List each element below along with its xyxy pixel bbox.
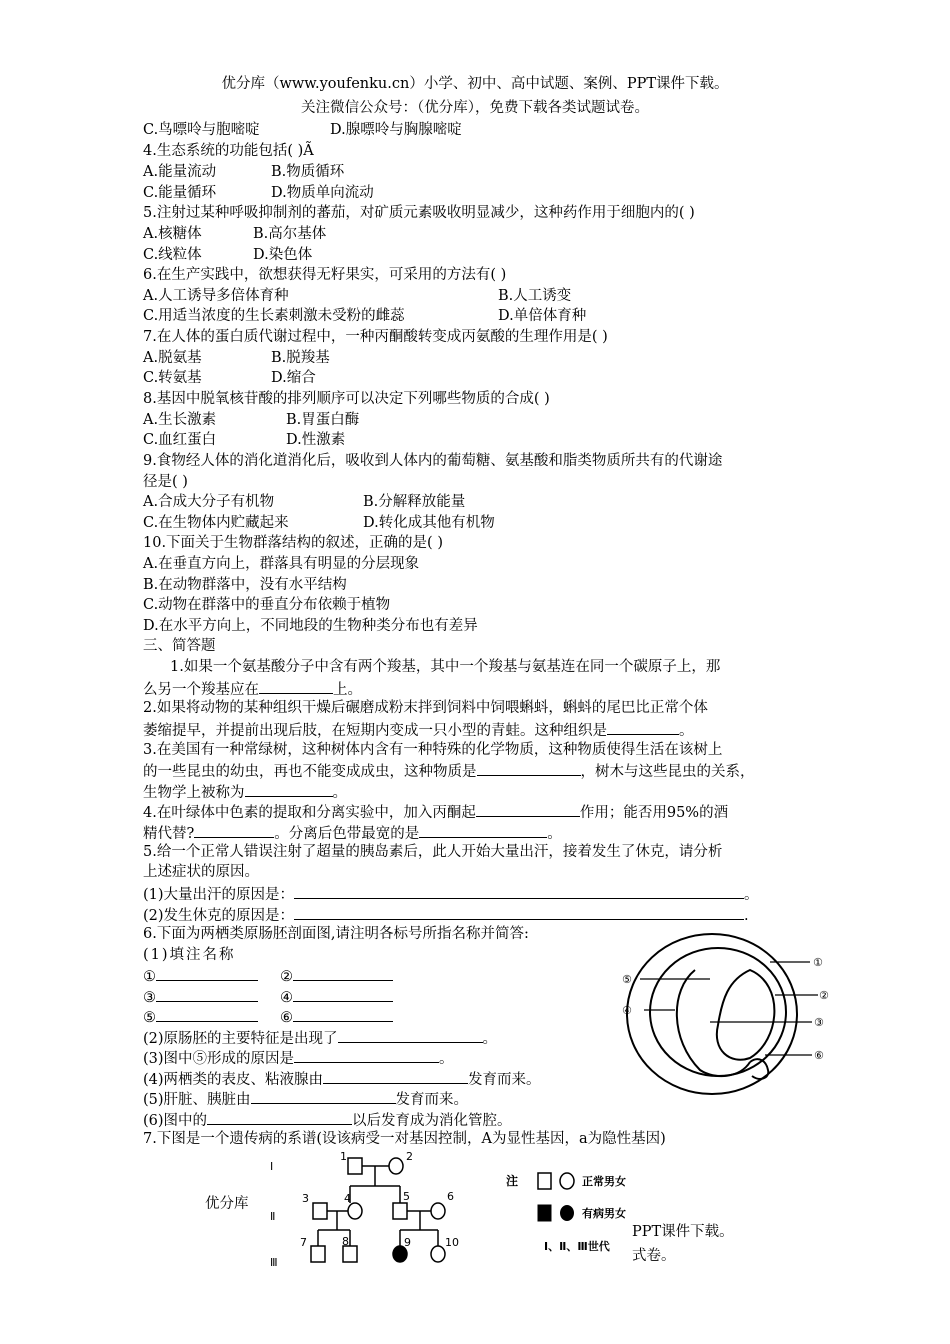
gastrula-diagram [600,930,840,1100]
inner-layer [650,948,786,1076]
answer-blank[interactable] [251,1088,396,1104]
q4-option-d: D.物质单向流动 [271,185,374,201]
answer-blank[interactable] [338,1027,483,1043]
answer-blank[interactable] [476,801,580,817]
footer-left: 优分库 [205,1196,249,1212]
sa-q3-line-1: 3.在美国有一种常绿树，这种树体内含有一种特殊的化学物质，这种物质使得生活在该树上 [143,742,723,758]
individual-6-female [431,1203,445,1219]
q7-option-b: B.脱羧基 [271,350,330,366]
answer-blank[interactable] [294,883,744,899]
fill-item-6 [280,1006,393,1028]
sa-q2-line-2 [143,719,694,741]
q6-stem: 6.在生产实践中，欲想获得无籽果实，可采用的方法有( ) [143,267,507,283]
answer-blank[interactable] [245,781,333,797]
sa-q3-line-2 [143,760,755,782]
footer-right-2: 式卷。 [632,1248,676,1264]
sa-q1-pre: 么另一个羧基应在 [143,682,259,698]
sa-q7-line-1: 7.下图是一个遗传病的系谱(设该病受一对基因控制，A为显性基因，a为隐性基因) [143,1131,666,1147]
answer-blank[interactable] [194,822,274,838]
sa-q6-part-2 [143,1027,497,1049]
q8-option-a: A.生长激素 [143,412,217,428]
individual-number-4: 4 [344,1192,351,1205]
q4-option-b: B.物质循环 [271,164,345,180]
q7-option-c: C.转氨基 [143,370,202,386]
answer-blank[interactable] [294,1047,439,1063]
answer-blank[interactable] [156,965,258,981]
sa-q6e-post: 发育而来。 [468,1072,541,1088]
sa-q5-part-1 [143,883,759,905]
individual-10-female [431,1246,445,1262]
sa-q6d-post: 。 [439,1051,454,1067]
q6-option-c: C.用适当浓度的生长素刺激未受粉的雌蕊 [143,308,405,324]
sa-q4-line-1 [143,801,728,823]
answer-blank[interactable] [419,822,547,838]
fill-item-4 [280,986,393,1008]
individual-number-7: 7 [300,1236,307,1249]
q8-option-d: D.性激素 [286,432,346,448]
individual-8-male [343,1246,357,1262]
sa-q6c-post: 。 [482,1031,498,1047]
legend-normal-label: 正常男女 [582,1175,626,1188]
q5-option-d: D.染色体 [253,247,313,263]
q8-option-b: B.胃蛋白酶 [286,412,360,428]
q5-option-a: A.核糖体 [143,226,202,242]
q4-option-c: C.能量循环 [143,185,217,201]
outer-ectoderm [627,934,797,1094]
generation-label-2: Ⅱ [270,1210,276,1223]
individual-number-3: 3 [302,1192,309,1205]
fill-number: ① [143,969,156,985]
sa-q6-part-4 [143,1068,541,1090]
legend-affected-female [560,1205,574,1221]
sa-q5-part-2 [143,904,749,926]
embryo-label-1: ① [813,956,823,969]
sa-q3-pre: 的一些昆虫的幼虫，再也不能变成成虫，这种物质是 [143,764,477,780]
answer-blank[interactable] [156,986,258,1002]
sa-q5d-end: . [744,908,749,924]
q6-option-d: D.单倍体育种 [498,308,587,324]
sa-q5c-label: (1)大量出汗的原因是： [143,887,295,903]
sa-q4b-post: 。 [547,826,562,842]
answer-blank[interactable] [477,760,581,776]
sa-q2-line-1: 2.如果将动物的某种组织干燥后碾磨成粉末拌到饲料中饲喂蝌蚪，蝌蚪的尾巴比正常个体 [143,700,708,716]
q9-stem-line-1: 9.食物经人体的消化道消化后，吸收到人体内的葡萄糖、氨基酸和脂类物质所共有的代谢途 [143,453,723,469]
q8-option-c: C.血红蛋白 [143,432,217,448]
q9-option-a: A.合成大分子有机物 [143,494,275,510]
answer-blank[interactable] [323,1068,468,1084]
individual-number-2: 2 [406,1150,413,1163]
sa-q6-part-6 [143,1109,512,1131]
individual-3-male [313,1203,327,1219]
answer-blank[interactable] [293,986,393,1002]
footer-right-1: PPT课件下载。 [632,1224,734,1240]
fill-number: ③ [143,990,156,1006]
individual-number-5: 5 [403,1190,410,1203]
fill-number: ② [280,969,293,985]
sa-q6g-pre: (6)图中的 [143,1113,208,1129]
embryo-label-3: ③ [814,1016,824,1029]
individual-number-6: 6 [447,1190,454,1203]
sa-q4a-pre: 4.在叶绿体中色素的提取和分离实验中，加入丙酮起 [143,805,476,821]
section-heading: 三、简答题 [143,638,216,654]
embryo-label-2: ② [819,989,829,1002]
fill-number: ⑥ [280,1010,293,1026]
individual-7-male [311,1246,325,1262]
blastocoel-outline [717,970,775,1060]
q7-stem: 7.在人体的蛋白质代谢过程中，一种丙酮酸转变成丙氨酸的生理作用是( ) [143,329,608,345]
sa-q6-part-3 [143,1047,454,1069]
pedigree-chart [260,1148,660,1278]
q3-option-d: D.腺嘌呤与胸腺嘧啶 [330,122,462,138]
sa-q6f-pre: (5)肝脏、胰脏由 [143,1092,251,1108]
sa-q6-part-5 [143,1088,468,1110]
sa-q3c-post: 。 [332,785,347,801]
q5-option-b: B.高尔基体 [253,226,327,242]
sa-q2-post: 。 [679,723,694,739]
q6-option-a: A.人工诱导多倍体育种 [143,288,289,304]
sa-q1-line-2 [143,678,362,700]
sa-q5-line-1: 5.给一个正常人错误注射了超量的胰岛素后，此人开始大量出汗，接着发生了休克，请分析 [143,844,723,860]
fill-item-5 [143,1006,258,1028]
q7-option-a: A.脱氨基 [143,350,202,366]
q5-stem: 5.注射过某种呼吸抑制剂的蕃茄，对矿质元素吸收明显减少，这种药作用于细胞内的( ) [143,205,695,221]
q9-option-d: D.转化成其他有机物 [363,515,495,531]
answer-blank[interactable] [607,719,679,735]
legend-generations-label: Ⅰ、Ⅱ、Ⅲ世代 [544,1240,610,1253]
sa-q6-fill-names: (1)填注名称 [143,947,236,963]
q7-option-d: D.缩合 [271,370,316,386]
q10-option-a: A.在垂直方向上，群落具有明显的分层现象 [143,556,420,572]
sa-q6e-pre: (4)两栖类的表皮、粘液腺由 [143,1072,324,1088]
individual-1-male [348,1158,362,1174]
answer-blank[interactable] [156,1006,258,1022]
answer-blank[interactable] [207,1109,352,1125]
individual-number-8: 8 [342,1235,349,1248]
q9-option-c: C.在生物体内贮藏起来 [143,515,289,531]
legend-normal-female [560,1173,574,1189]
q10-option-b: B.在动物群落中，没有水平结构 [143,577,347,593]
answer-blank[interactable] [293,965,393,981]
q4-option-a: A.能量流动 [143,164,217,180]
answer-blank[interactable] [259,678,333,694]
sa-q5c-end: 。 [744,887,759,903]
sa-q6-line-1: 6.下面为两栖类原肠胚剖面图,请注明各标号所指名称并简答: [143,926,529,942]
q9-stem-line-2: 径是( ) [143,474,188,490]
individual-number-10: 10 [445,1236,459,1249]
fill-number: ④ [280,990,293,1006]
sa-q4-line-2 [143,822,562,844]
sa-q6f-post: 发育而来。 [395,1092,469,1108]
sa-q6g-post: 以后发育成为消化管腔。 [352,1113,512,1129]
sa-q5d-label: (2)发生休克的原因是： [143,908,295,924]
header-line-2: 关注微信公众号：（优分库），免费下载各类试题试卷。 [301,100,649,116]
embryo-label-5: ⑤ [622,973,632,986]
sa-q1-post: 上。 [333,682,362,698]
sa-q2-pre: 萎缩提早，并提前出现后肢，在短期内变成一只小型的青蛙。这种组织是 [143,723,607,739]
generation-label-3: Ⅲ [270,1256,278,1269]
sa-q3-line-3 [143,781,347,803]
q10-option-d: D.在水平方向上，不同地段的生物种类分布也有差异 [143,618,478,634]
q3-option-c: C.鸟嘌呤与胞嘧啶 [143,122,260,138]
answer-blank[interactable] [293,1006,393,1022]
embryo-label-4: ④ [622,1004,632,1017]
fill-item-1 [143,965,258,987]
fill-item-3 [143,986,258,1008]
q10-option-c: C.动物在群落中的垂直分布依赖于植物 [143,597,391,613]
sa-q1-line-1: 1.如果一个氨基酸分子中含有两个羧基，其中一个羧基与氨基连在同一个碳原子上，那 [170,659,721,675]
individual-number-9: 9 [404,1236,411,1249]
individual-number-1: 1 [340,1150,347,1163]
legend-note: 注 [506,1174,519,1188]
legend-affected-male [538,1205,551,1221]
individual-4-female [348,1203,362,1219]
sa-q4b-mid: 。分离后色带最宽的是 [274,826,420,842]
legend-affected-label: 有病男女 [582,1207,626,1220]
fill-number: ⑤ [143,1010,156,1026]
sa-q4b-pre: 精代替? [143,826,195,842]
q8-stem: 8.基因中脱氧核苷酸的排列顺序可以决定下列哪些物质的合成( ) [143,391,550,407]
embryo-label-6: ⑥ [814,1049,824,1062]
sa-q6c-pre: (2)原肠胚的主要特征是出现了 [143,1031,338,1047]
legend-normal-male [538,1173,551,1189]
q9-option-b: B.分解释放能量 [363,494,466,510]
fill-item-2 [280,965,393,987]
individual-2-female [389,1158,403,1174]
q4-stem: 4.生态系统的功能包括( )Ã [143,143,314,159]
individual-5-male [393,1203,407,1219]
sa-q3-post: ，树木与这些昆虫的关系， [580,764,755,780]
header-line-1: 优分库（www.youfenku.cn）小学、初中、高中试题、案例、PPT课件下载。 [221,76,729,92]
answer-blank[interactable] [294,904,744,920]
q6-option-b: B.人工诱变 [498,288,572,304]
sa-q4a-post: 作用；能否用95%的酒 [579,805,729,821]
generation-label-1: Ⅰ [270,1160,274,1173]
sa-q6d-pre: (3)图中⑤形成的原因是 [143,1051,295,1067]
sa-q3c-pre: 生物学上被称为 [143,785,245,801]
q5-option-c: C.线粒体 [143,247,202,263]
q10-stem: 10.下面关于生物群落结构的叙述，正确的是( ) [143,535,443,551]
sa-q5-line-2: 上述症状的原因。 [143,864,259,880]
